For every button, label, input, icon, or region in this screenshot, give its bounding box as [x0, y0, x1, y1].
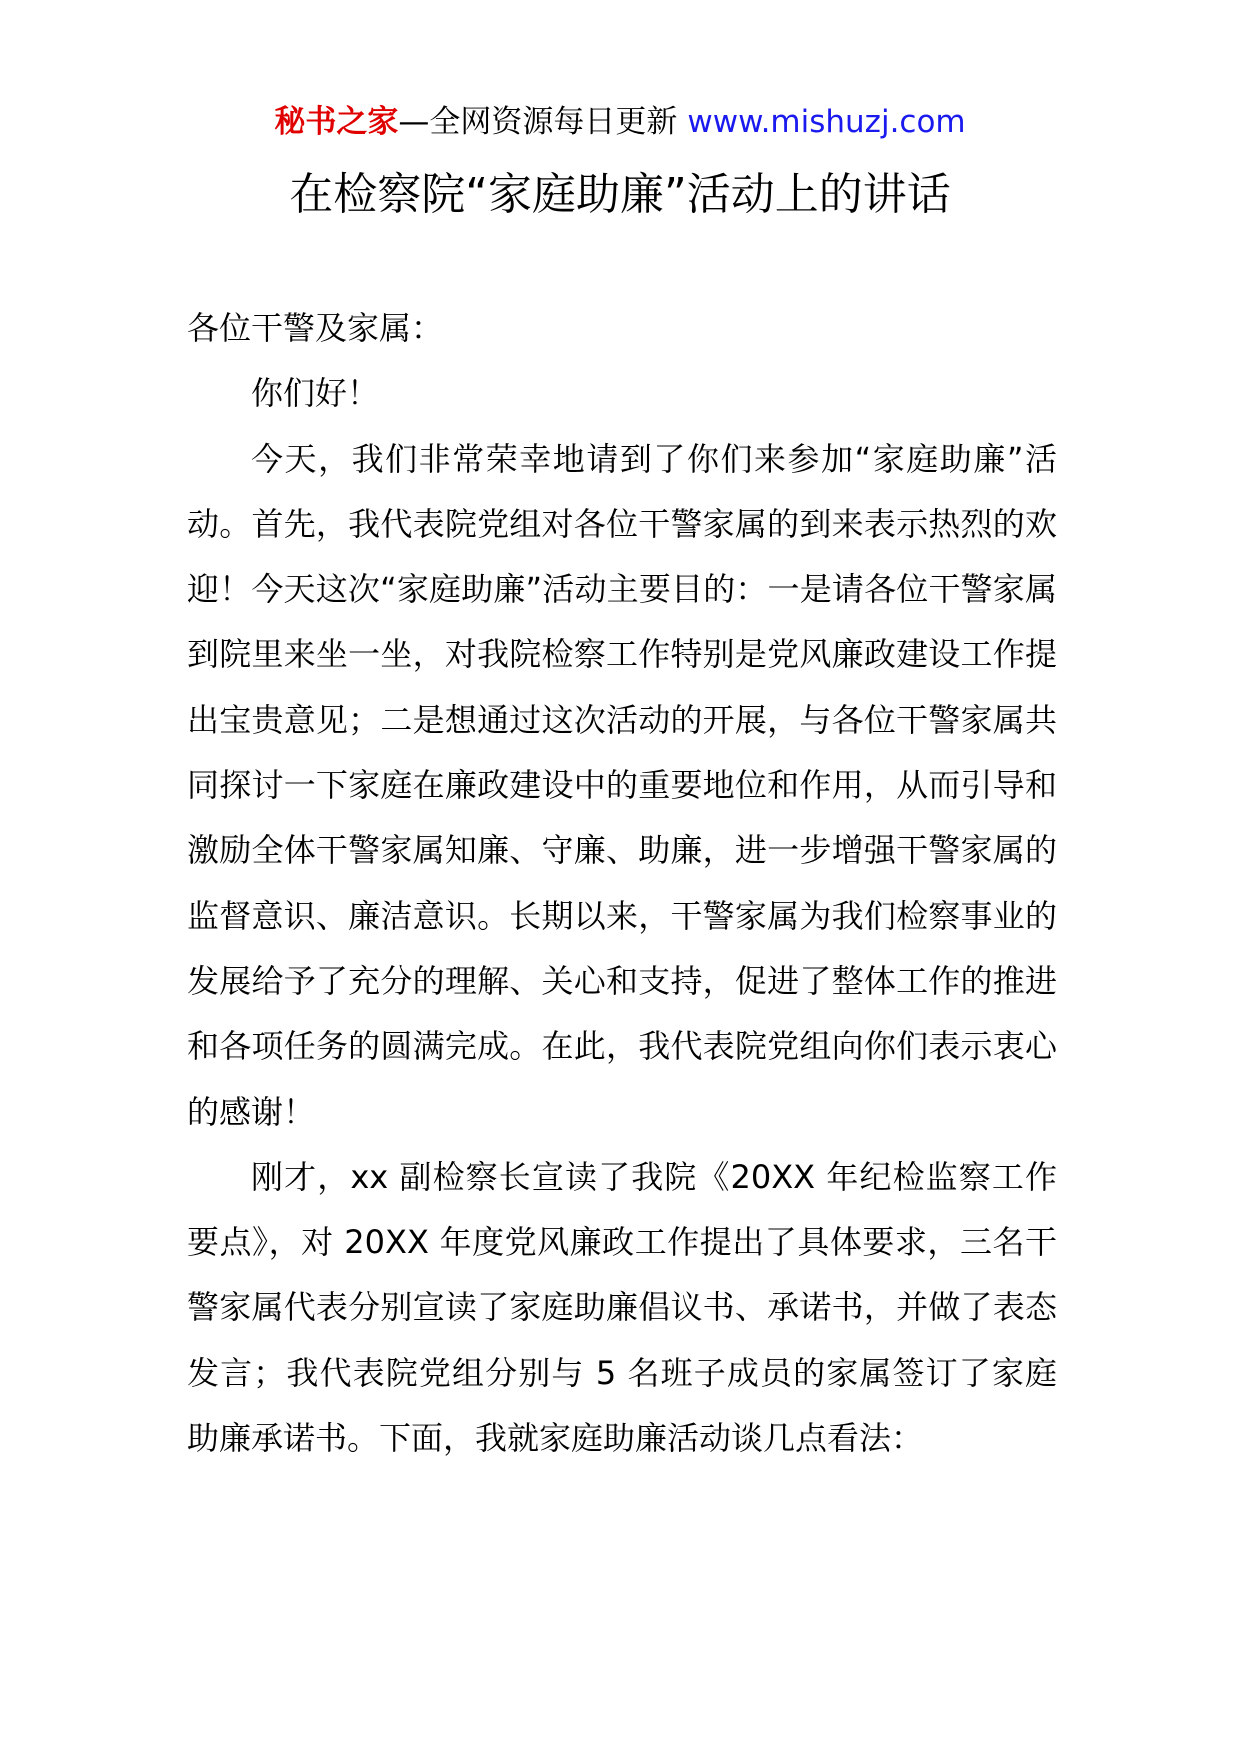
paragraph-summary: 刚才，xx 副检察长宣读了我院《20XX 年纪检监察工作要点》，对 20XX 年度党风廉政工作提出了具体要求，三名干警家属代表分别宣读了家庭助廉倡议书、承诺书，并做了表态发言；我代表院党组分别与 5 名班子成员的家属签订了家庭助廉承诺书。下面，我就家庭助廉活动谈几点看法：: [187, 1157, 1057, 1458]
salutation: 各位干警及家属：: [187, 309, 444, 347]
paragraph-greeting: 你们好！: [251, 374, 380, 413]
site-tagline: —全网资源每日更新: [398, 104, 678, 140]
site-url-link[interactable]: www.mishuzj.com: [687, 104, 966, 140]
document-body: [187, 296, 1057, 1471]
paragraph-intro: 今天，我们非常荣幸地请到了你们来参加“家庭助廉”活动。首先，我代表院党组对各位干警家属的到来表示热烈的欢迎！今天这次“家庭助廉”活动主要目的：一是请各位干警家属到院里来坐一坐，对我院检察工作特别是党风廉政建设工作提出宝贵意见；二是想通过这次活动的开展，与各位干警家属共同探讨一下家庭在廉政建设中的重要地位和作用，从而引导和激励全体干警家属知廉、守廉、助廉，进一步增强干警家属的监督意识、廉洁意识。长期以来，干警家属为我们检察事业的发展给予了充分的理解、关心和支持，促进了整体工作的推进和各项任务的圆满完成。在此，我代表院党组向你们表示衷心的感谢！: [187, 439, 1057, 1131]
brand-name: 秘书之家: [274, 104, 399, 140]
site-header: [0, 100, 1240, 144]
document-title: 在检察院“家庭助廉”活动上的讲话: [289, 169, 951, 220]
